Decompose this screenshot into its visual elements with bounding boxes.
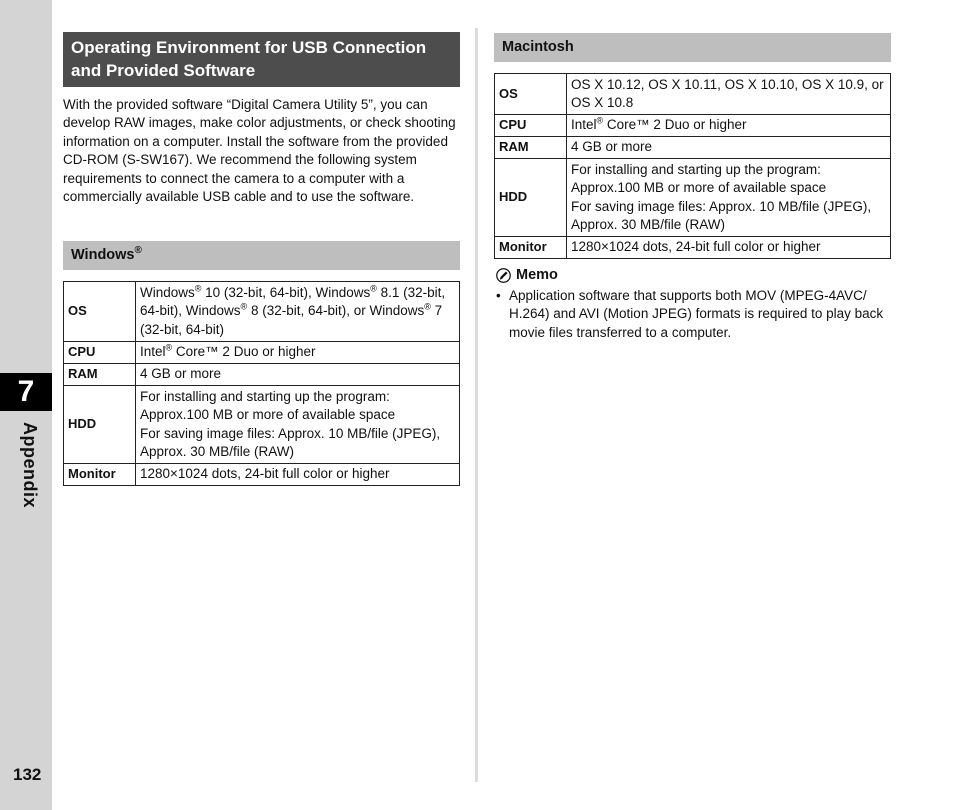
row-value: Intel® Core™ 2 Duo or higher bbox=[136, 342, 460, 364]
memo-list bbox=[496, 287, 892, 342]
row-key: HDD bbox=[495, 159, 567, 237]
table-row bbox=[64, 364, 460, 386]
row-key: OS bbox=[495, 74, 567, 115]
row-key: RAM bbox=[64, 364, 136, 386]
row-key: Monitor bbox=[64, 464, 136, 486]
row-value: OS X 10.12, OS X 10.11, OS X 10.10, OS X 10.9, or OS X 10.8 bbox=[567, 74, 891, 115]
row-key: HDD bbox=[64, 386, 136, 464]
memo-pencil-icon bbox=[496, 268, 511, 283]
table-row bbox=[495, 137, 891, 159]
column-divider bbox=[475, 28, 478, 782]
list-item: • Application software that supports both MOV (MPEG-4AVC/ H.264) and AVI (Motion JPEG) formats is required to play back movie files transferred to a computer. bbox=[496, 287, 892, 342]
memo-heading bbox=[496, 267, 558, 283]
table-row bbox=[495, 74, 891, 115]
table-row bbox=[64, 464, 460, 486]
windows-heading-text: Windows bbox=[71, 247, 135, 263]
table-row bbox=[64, 282, 460, 342]
memo-heading-text: Memo bbox=[516, 267, 558, 283]
registered-mark: ® bbox=[134, 245, 142, 257]
table-row bbox=[64, 386, 460, 464]
macintosh-heading: Macintosh bbox=[494, 33, 891, 62]
row-key: RAM bbox=[495, 137, 567, 159]
row-value: 1280×1024 dots, 24-bit full color or higher bbox=[567, 237, 891, 259]
row-key: CPU bbox=[495, 115, 567, 137]
table-row bbox=[64, 342, 460, 364]
row-key: Monitor bbox=[495, 237, 567, 259]
table-row bbox=[495, 159, 891, 237]
table-row bbox=[495, 115, 891, 137]
chapter-number: 7 bbox=[0, 373, 52, 411]
macintosh-spec-table bbox=[494, 73, 891, 259]
windows-spec-table bbox=[63, 281, 460, 486]
row-key: CPU bbox=[64, 342, 136, 364]
chapter-sidebar bbox=[0, 0, 52, 810]
chapter-label: Appendix bbox=[20, 422, 40, 509]
section-heading: Operating Environment for USB Connection and Provided Software bbox=[63, 32, 460, 87]
row-key: OS bbox=[64, 282, 136, 342]
row-value: For installing and starting up the program: Approx.100 MB or more of available space For saving image files: Approx. 10 MB/file (JPEG), Approx. 30 MB/file (RAW) bbox=[567, 159, 891, 237]
windows-heading bbox=[63, 241, 460, 270]
row-value: Windows® 10 (32-bit, 64-bit), Windows® 8.1 (32-bit, 64-bit), Windows® 8 (32-bit, 64-bit), or Windows® 7 (32-bit, 64-bit) bbox=[136, 282, 460, 342]
page-number: 132 bbox=[13, 765, 42, 784]
row-value: 4 GB or more bbox=[136, 364, 460, 386]
intro-paragraph: With the provided software “Digital Camera Utility 5”, you can develop RAW images, make color adjustments, or check shooting information on a computer. Install the software from the provided CD-ROM (S-SW167). We recommend the following system requirements to connect the camera to a computer with a commercially available USB cable and to use the software. bbox=[63, 97, 456, 205]
row-value: Intel® Core™ 2 Duo or higher bbox=[567, 115, 891, 137]
row-value: 1280×1024 dots, 24-bit full color or higher bbox=[136, 464, 460, 486]
table-row bbox=[495, 237, 891, 259]
row-value: For installing and starting up the program: Approx.100 MB or more of available space For saving image files: Approx. 10 MB/file (JPEG), Approx. 30 MB/file (RAW) bbox=[136, 386, 460, 464]
row-value: 4 GB or more bbox=[567, 137, 891, 159]
